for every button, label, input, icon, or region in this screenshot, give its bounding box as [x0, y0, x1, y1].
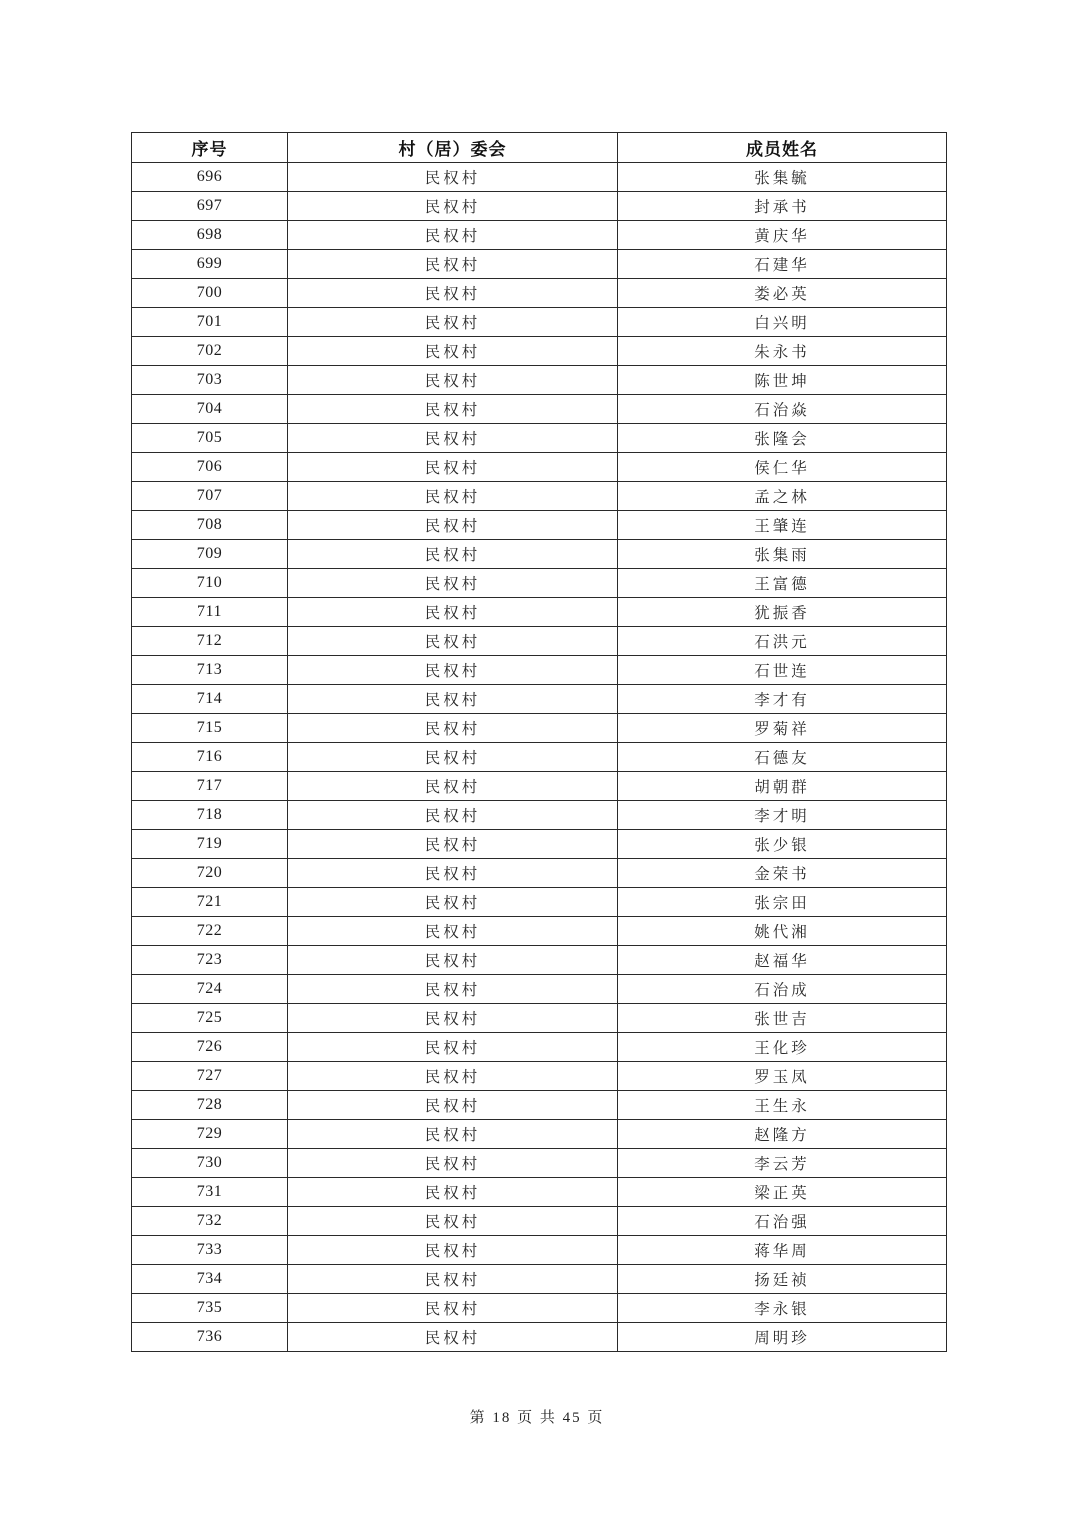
cell-serial-number: 724: [132, 975, 288, 1004]
roster-table: [131, 132, 947, 1352]
cell-serial-number: 732: [132, 1207, 288, 1236]
cell-village-committee: 民权村: [288, 1033, 618, 1062]
table-row: [132, 569, 947, 598]
cell-village-committee: 民权村: [288, 801, 618, 830]
cell-member-name: 张集毓: [618, 163, 947, 192]
cell-serial-number: 696: [132, 163, 288, 192]
cell-village-committee: 民权村: [288, 1120, 618, 1149]
cell-member-name: 王化珍: [618, 1033, 947, 1062]
cell-village-committee: 民权村: [288, 1236, 618, 1265]
cell-serial-number: 705: [132, 424, 288, 453]
cell-member-name: 金荣书: [618, 859, 947, 888]
cell-member-name: 石治强: [618, 1207, 947, 1236]
cell-member-name: 石治焱: [618, 395, 947, 424]
cell-member-name: 蒋华周: [618, 1236, 947, 1265]
table-row: [132, 424, 947, 453]
cell-village-committee: 民权村: [288, 656, 618, 685]
page-number-footer: 第 18 页 共 45 页: [469, 1410, 605, 1426]
cell-village-committee: 民权村: [288, 511, 618, 540]
table-row: [132, 366, 947, 395]
cell-member-name: 张少银: [618, 830, 947, 859]
cell-serial-number: 716: [132, 743, 288, 772]
cell-member-name: 李云芳: [618, 1149, 947, 1178]
cell-serial-number: 711: [132, 598, 288, 627]
cell-member-name: 石世连: [618, 656, 947, 685]
cell-serial-number: 736: [132, 1323, 288, 1352]
cell-village-committee: 民权村: [288, 859, 618, 888]
cell-village-committee: 民权村: [288, 569, 618, 598]
cell-member-name: 陈世坤: [618, 366, 947, 395]
cell-member-name: 李永银: [618, 1294, 947, 1323]
cell-serial-number: 706: [132, 453, 288, 482]
cell-village-committee: 民权村: [288, 1062, 618, 1091]
cell-member-name: 胡朝群: [618, 772, 947, 801]
cell-member-name: 黄庆华: [618, 221, 947, 250]
table-row: [132, 308, 947, 337]
cell-member-name: 犹振香: [618, 598, 947, 627]
table-row: [132, 1149, 947, 1178]
cell-member-name: 石治成: [618, 975, 947, 1004]
table-row: [132, 859, 947, 888]
table-row: [132, 163, 947, 192]
cell-serial-number: 697: [132, 192, 288, 221]
cell-serial-number: 714: [132, 685, 288, 714]
cell-village-committee: 民权村: [288, 1004, 618, 1033]
cell-member-name: 石建华: [618, 250, 947, 279]
table-row: [132, 1120, 947, 1149]
cell-serial-number: 699: [132, 250, 288, 279]
table-row: [132, 917, 947, 946]
cell-serial-number: 730: [132, 1149, 288, 1178]
cell-village-committee: 民权村: [288, 1294, 618, 1323]
table-row: [132, 482, 947, 511]
cell-member-name: 李才明: [618, 801, 947, 830]
table-row: [132, 1062, 947, 1091]
cell-member-name: 罗菊祥: [618, 714, 947, 743]
cell-serial-number: 702: [132, 337, 288, 366]
cell-serial-number: 725: [132, 1004, 288, 1033]
cell-member-name: 石德友: [618, 743, 947, 772]
header-member-name: 成员姓名: [618, 133, 947, 163]
cell-serial-number: 719: [132, 830, 288, 859]
cell-member-name: 张宗田: [618, 888, 947, 917]
cell-member-name: 白兴明: [618, 308, 947, 337]
table-row: [132, 685, 947, 714]
cell-village-committee: 民权村: [288, 308, 618, 337]
cell-serial-number: 709: [132, 540, 288, 569]
table-row: [132, 337, 947, 366]
cell-village-committee: 民权村: [288, 482, 618, 511]
table-row: [132, 598, 947, 627]
cell-member-name: 张集雨: [618, 540, 947, 569]
table-row: [132, 511, 947, 540]
cell-serial-number: 708: [132, 511, 288, 540]
cell-serial-number: 722: [132, 917, 288, 946]
cell-village-committee: 民权村: [288, 221, 618, 250]
cell-member-name: 罗玉凤: [618, 1062, 947, 1091]
cell-village-committee: 民权村: [288, 1091, 618, 1120]
table-row: [132, 1091, 947, 1120]
cell-member-name: 封承书: [618, 192, 947, 221]
cell-member-name: 孟之林: [618, 482, 947, 511]
cell-serial-number: 718: [132, 801, 288, 830]
cell-member-name: 扬廷祯: [618, 1265, 947, 1294]
table-row: [132, 250, 947, 279]
cell-member-name: 李才有: [618, 685, 947, 714]
table-row: [132, 192, 947, 221]
table-row: [132, 1033, 947, 1062]
cell-village-committee: 民权村: [288, 366, 618, 395]
cell-village-committee: 民权村: [288, 540, 618, 569]
table-row: [132, 714, 947, 743]
cell-member-name: 王富德: [618, 569, 947, 598]
table-row: [132, 946, 947, 975]
table-row: [132, 1004, 947, 1033]
cell-serial-number: 721: [132, 888, 288, 917]
cell-serial-number: 713: [132, 656, 288, 685]
table-row: [132, 743, 947, 772]
cell-village-committee: 民权村: [288, 772, 618, 801]
cell-village-committee: 民权村: [288, 163, 618, 192]
cell-serial-number: 701: [132, 308, 288, 337]
table-row: [132, 453, 947, 482]
table-row: [132, 1236, 947, 1265]
cell-village-committee: 民权村: [288, 685, 618, 714]
header-village-committee: 村（居）委会: [288, 133, 618, 163]
cell-village-committee: 民权村: [288, 598, 618, 627]
cell-member-name: 周明珍: [618, 1323, 947, 1352]
cell-village-committee: 民权村: [288, 975, 618, 1004]
cell-village-committee: 民权村: [288, 1323, 618, 1352]
cell-serial-number: 729: [132, 1120, 288, 1149]
cell-member-name: 娄必英: [618, 279, 947, 308]
cell-serial-number: 717: [132, 772, 288, 801]
cell-village-committee: 民权村: [288, 627, 618, 656]
cell-village-committee: 民权村: [288, 1207, 618, 1236]
table-row: [132, 772, 947, 801]
cell-serial-number: 734: [132, 1265, 288, 1294]
cell-serial-number: 733: [132, 1236, 288, 1265]
table-row: [132, 1207, 947, 1236]
table-row: [132, 1265, 947, 1294]
header-row: [132, 133, 947, 163]
cell-village-committee: 民权村: [288, 337, 618, 366]
cell-village-committee: 民权村: [288, 1265, 618, 1294]
cell-serial-number: 710: [132, 569, 288, 598]
cell-member-name: 王肇连: [618, 511, 947, 540]
table-row: [132, 888, 947, 917]
cell-member-name: 赵隆方: [618, 1120, 947, 1149]
cell-serial-number: 715: [132, 714, 288, 743]
table-row: [132, 830, 947, 859]
cell-village-committee: 民权村: [288, 946, 618, 975]
header-serial-number: 序号: [132, 133, 288, 163]
cell-member-name: 张隆会: [618, 424, 947, 453]
cell-serial-number: 723: [132, 946, 288, 975]
cell-serial-number: 735: [132, 1294, 288, 1323]
table-row: [132, 540, 947, 569]
cell-village-committee: 民权村: [288, 1149, 618, 1178]
table-row: [132, 801, 947, 830]
cell-village-committee: 民权村: [288, 1178, 618, 1207]
cell-serial-number: 704: [132, 395, 288, 424]
table-row: [132, 1323, 947, 1352]
cell-member-name: 梁正英: [618, 1178, 947, 1207]
cell-member-name: 朱永书: [618, 337, 947, 366]
cell-village-committee: 民权村: [288, 453, 618, 482]
cell-serial-number: 731: [132, 1178, 288, 1207]
cell-serial-number: 728: [132, 1091, 288, 1120]
cell-serial-number: 700: [132, 279, 288, 308]
table-row: [132, 279, 947, 308]
cell-village-committee: 民权村: [288, 279, 618, 308]
cell-village-committee: 民权村: [288, 395, 618, 424]
cell-village-committee: 民权村: [288, 714, 618, 743]
cell-member-name: 石洪元: [618, 627, 947, 656]
cell-member-name: 赵福华: [618, 946, 947, 975]
cell-village-committee: 民权村: [288, 917, 618, 946]
cell-village-committee: 民权村: [288, 250, 618, 279]
cell-member-name: 王生永: [618, 1091, 947, 1120]
cell-village-committee: 民权村: [288, 192, 618, 221]
table-row: [132, 627, 947, 656]
table-row: [132, 395, 947, 424]
cell-serial-number: 703: [132, 366, 288, 395]
cell-serial-number: 727: [132, 1062, 288, 1091]
cell-member-name: 姚代湘: [618, 917, 947, 946]
cell-serial-number: 707: [132, 482, 288, 511]
cell-village-committee: 民权村: [288, 830, 618, 859]
cell-member-name: 侯仁华: [618, 453, 947, 482]
cell-serial-number: 726: [132, 1033, 288, 1062]
cell-village-committee: 民权村: [288, 424, 618, 453]
table-row: [132, 1294, 947, 1323]
cell-member-name: 张世吉: [618, 1004, 947, 1033]
table-row: [132, 1178, 947, 1207]
cell-serial-number: 698: [132, 221, 288, 250]
cell-serial-number: 720: [132, 859, 288, 888]
table-row: [132, 656, 947, 685]
cell-village-committee: 民权村: [288, 743, 618, 772]
table-row: [132, 221, 947, 250]
table-body: [132, 163, 947, 1352]
cell-serial-number: 712: [132, 627, 288, 656]
cell-village-committee: 民权村: [288, 888, 618, 917]
table-row: [132, 975, 947, 1004]
